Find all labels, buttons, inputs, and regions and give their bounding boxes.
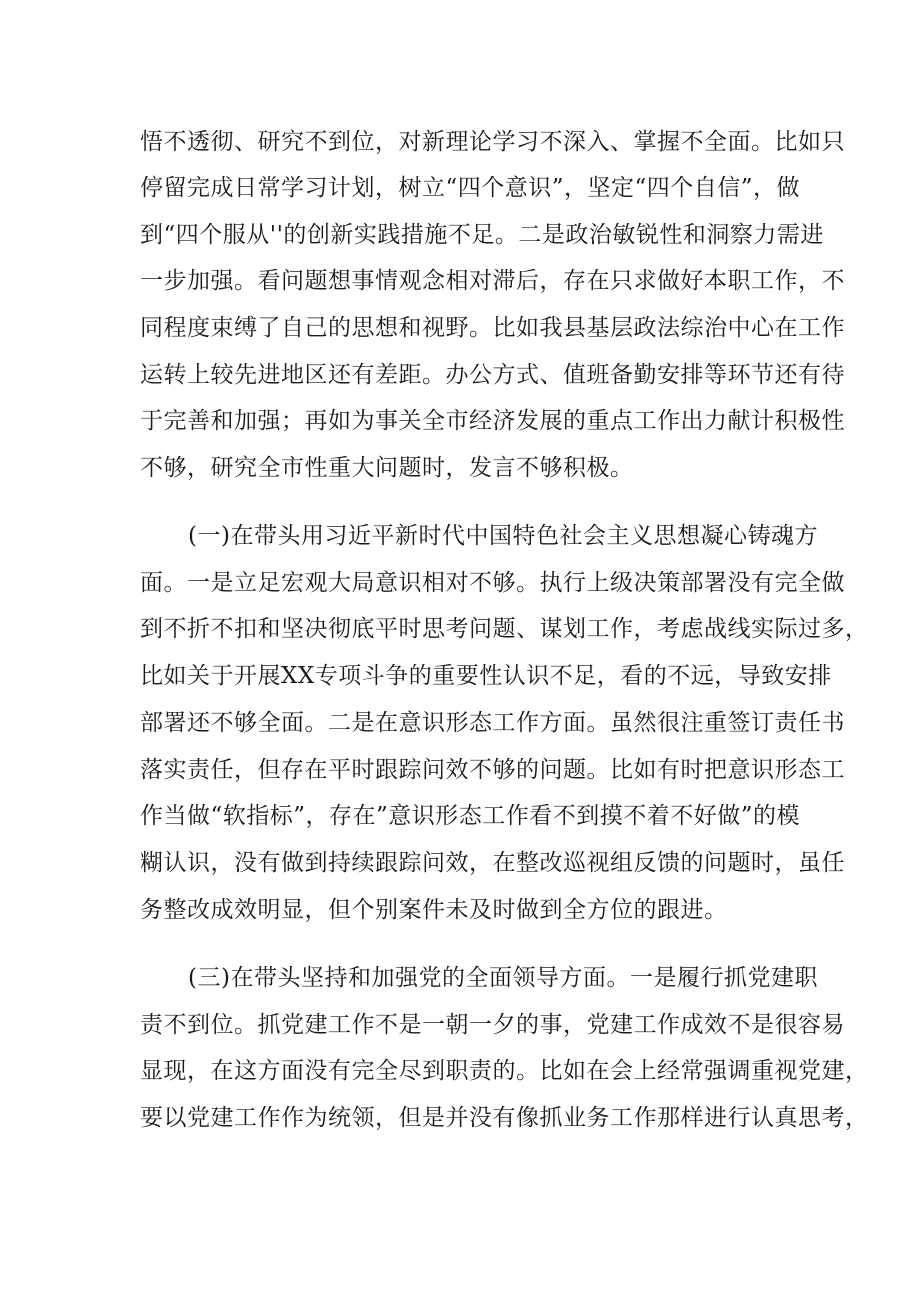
text-line: 作当做“软指标”，存在”意识形态工作看不到摸不着不好做”的模 <box>140 803 801 829</box>
text-line: 显现，在这方面没有完全尽到职责的。比如在会上经常强调重视党建， <box>140 1058 869 1084</box>
text-line: 不够，研究全市性重大问题时，发言不够积极。 <box>140 455 634 481</box>
text-line: 责不到位。抓党建工作不是一朝一夕的事，党建工作成效不是很容易 <box>140 1012 845 1038</box>
text-line: 停留完成日常学习计划，树立“四个意识”，坚定“四个自信”，做 <box>140 175 801 201</box>
text-line: 到“四个服从''的创新实践措施不足。二是政治敏锐性和洞察力需进 <box>140 222 824 248</box>
text-line: 运转上较先进地区还有差距。办公方式、值班备勤安排等环节还有待 <box>140 362 845 388</box>
text-line: 面。一是立足宏观大局意识相对不够。执行上级决策部署没有完全做 <box>140 570 845 596</box>
text-line: 落实责任，但存在平时跟踪问效不够的问题。比如有时把意识形态工 <box>140 757 845 783</box>
text-line: 比如关于开展XX专项斗争的重要性认识不足，看的不远，导致安排 <box>140 663 832 689</box>
text-line: 同程度束缚了自己的思想和视野。比如我县基层政法综治中心在工作 <box>140 315 845 341</box>
text-line: 于完善和加强；再如为事关全市经济发展的重点工作出力献计积极性 <box>140 408 845 434</box>
text-line: 部署还不够全面。二是在意识形态工作方面。虽然很注重签订责任书 <box>140 710 845 736</box>
text-line: 务整改成效明显，但个别案件未及时做到全方位的跟进。 <box>140 897 728 923</box>
text-line: 糊认识，没有做到持续跟踪问效，在整改巡视组反馈的问题时，虽任 <box>140 850 845 876</box>
text-line: 悟不透彻、研究不到位，对新理论学习不深入、掌握不全面。比如只 <box>140 129 845 155</box>
text-line: 要以党建工作作为统领，但是并没有像抓业务工作那样进行认真思考， <box>140 1105 869 1131</box>
text-line: 到不折不扣和坚决彻底平时思考问题、谋划工作，考虑战线实际过多， <box>140 616 869 642</box>
text-line: 一步加强。看问题想事情观念相对滞后，存在只求做好本职工作，不 <box>140 268 845 294</box>
section-heading-line: (一)在带头用习近平新时代中国特色社会主义思想凝心铸魂方 <box>188 523 818 549</box>
section-heading-line: (三)在带头坚持和加强党的全面领导方面。一是履行抓党建职 <box>188 965 818 991</box>
